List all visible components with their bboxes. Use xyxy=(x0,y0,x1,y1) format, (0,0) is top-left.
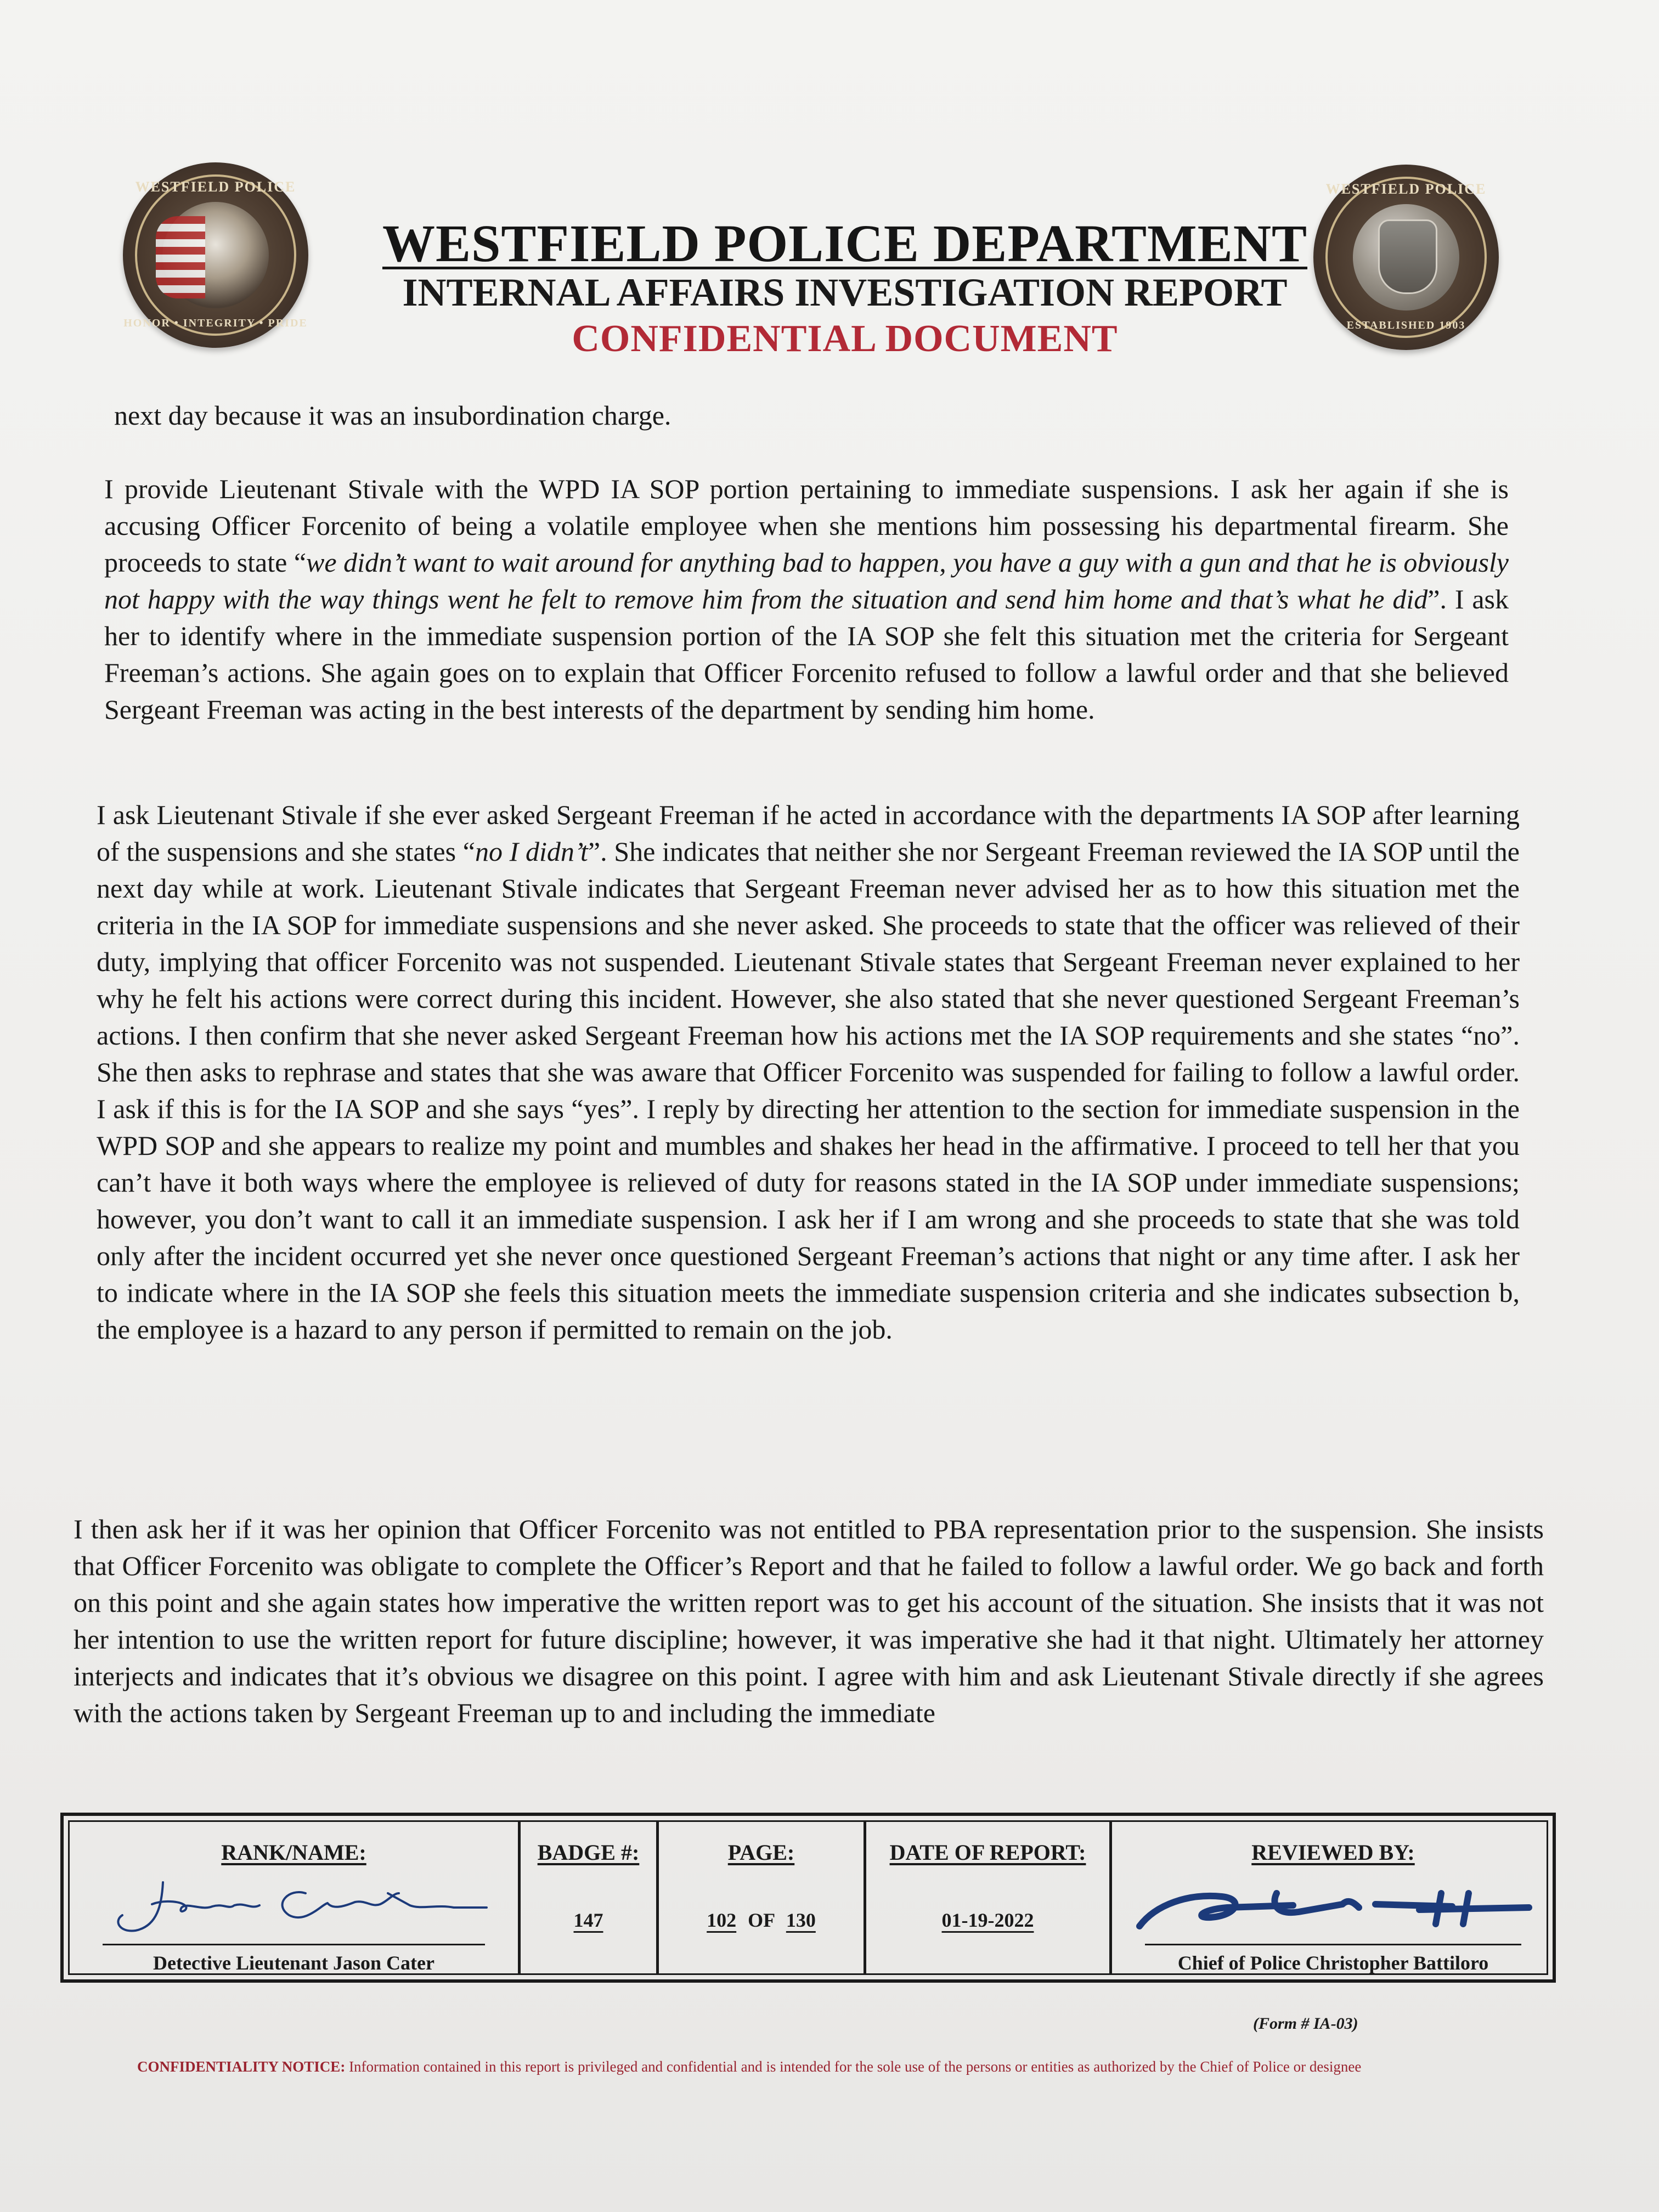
date-of-report: 01-19-2022 xyxy=(941,1909,1034,1931)
paragraph-1: next day because it was an insubordination charge. xyxy=(114,400,672,431)
paragraph-3 xyxy=(97,797,1520,1348)
flag-emblem xyxy=(156,216,205,298)
rank-name-cell xyxy=(70,1822,521,1973)
page-current: 102 xyxy=(707,1909,737,1931)
form-number: (Form # IA-03) xyxy=(1253,2015,1358,2033)
seal-bottom-text: HONOR • INTEGRITY • PRIDE xyxy=(123,317,308,329)
investigator-name: Detective Lieutenant Jason Cater xyxy=(153,1952,435,1974)
paragraph-3-text-b: ”. She indicates that neither she nor Sergeant Freeman reviewed the IA SOP until the next day while at work. Lieutenant Stivale indicates that Sergeant Freeman never advised her as to how this situation met the criteria in the IA SOP for immediate suspensions and she never asked. She proceeds to state that the officer was relieved of their duty, implying that officer Forcenito was not suspended. Lieutenant Stivale states that Sergeant Freeman never explained to her why he felt his actions were correct during this incident. However, she also stated that she never questioned Sergeant Freeman’s actions. I then confirm that she never asked Sergeant Freeman how his actions met the IA SOP requirements and she states “no”. She then asks to rephrase and states that she was aware that Officer Forcenito was suspended for failing to follow a lawful order. I ask if this is for the IA SOP and she says “yes”. I reply by directing her attention to the section for immediate suspension in the WPD SOP and she appears to realize my point and mumbles and shakes her head in the affirmative. I proceed to tell her that you can’t have it both ways where the employee is relieved of duty for reasons stated in the IA SOP under immediate suspensions; however, you don’t want to call it an immediate suspension. I ask her if I am wrong and she proceeds to state that she was told only after the incident occurred yet she never once questioned Sergeant Freeman’s actions that night or any time after. I ask her to indicate where in the IA SOP she feels this situation meets the immediate suspension criteria and she indicates subsection b, the employee is a hazard to any person if permitted to remain on the job. xyxy=(97,836,1520,1345)
page-total: 130 xyxy=(786,1909,816,1931)
police-badge-emblem xyxy=(1378,219,1437,294)
paragraph-2-quote: we didn’t want to wait around for anything bad to happen, you have a guy with a gun and that he is obviously not happy with the way things went he felt to remove him from the situation and send him home and that’s what he did xyxy=(104,547,1509,614)
reviewed-by-cell xyxy=(1112,1822,1554,1973)
date-label: DATE OF REPORT: xyxy=(889,1840,1086,1865)
table-inner-frame xyxy=(68,1820,1548,1975)
chief-signature xyxy=(1112,1871,1554,1948)
reviewed-by-label: REVIEWED BY: xyxy=(1251,1840,1415,1865)
date-cell xyxy=(866,1822,1112,1973)
notice-label: CONFIDENTIALITY NOTICE: xyxy=(137,2058,346,2075)
report-signature-table xyxy=(60,1813,1556,1983)
badge-cell xyxy=(521,1822,659,1973)
badge-label: BADGE #: xyxy=(537,1840,640,1865)
date-value-wrap xyxy=(866,1909,1109,1932)
badge-value-wrap xyxy=(521,1909,656,1932)
page-of: OF xyxy=(748,1909,775,1931)
investigator-signature xyxy=(70,1871,521,1948)
confidential-title: CONFIDENTIAL DOCUMENT xyxy=(572,318,1118,360)
paragraph-2-text-a: I provide Lieutenant Stivale with the WPD IA SOP portion pertaining to immediate suspensions. I ask her again if she is accusing Officer Forcenito of being a volatile employee when she mentions him possessing his departmental firearm. She proceeds to state “ xyxy=(104,473,1509,578)
page-label: PAGE: xyxy=(727,1840,795,1865)
confidentiality-notice xyxy=(137,2058,1542,2075)
rank-name-label: RANK/NAME: xyxy=(221,1840,366,1865)
signature-line xyxy=(103,1944,485,1945)
paragraph-3-text-a: I ask Lieutenant Stivale if she ever asked Sergeant Freeman if he acted in accordance with the departments IA SOP after learning of the suspensions and she states “ xyxy=(97,799,1520,867)
signature-line xyxy=(1145,1944,1521,1945)
seal-top-text: WESTFIELD POLICE xyxy=(1325,181,1487,197)
paragraph-2 xyxy=(104,471,1509,728)
badge-number: 147 xyxy=(573,1909,603,1931)
page-cell xyxy=(659,1822,866,1973)
report-type-title: INTERNAL AFFAIRS INVESTIGATION REPORT xyxy=(402,270,1288,314)
paragraph-4: I then ask her if it was her opinion that Officer Forcenito was not entitled to PBA representation prior to the suspension. She insists that Officer Forcenito was obligate to complete the Officer’s Report and that he failed to follow a lawful order. We go back and forth on this point and she again states how imperative the written report was to get his account of the situation. She insists that it was not her intention to use the written report for future discipline; however, it was imperative she had it that night. Ultimately her attorney interjects and indicates that it’s obvious we disagree on this point. I agree with him and ask Lieutenant Stivale directly if she agrees with the actions taken by Sergeant Freeman up to and including the immediate xyxy=(74,1514,1544,1728)
department-title: WESTFIELD POLICE DEPARTMENT xyxy=(382,214,1308,273)
department-seal-left xyxy=(123,162,308,348)
notice-text: Information contained in this report is privileged and confidential and is intended for the sole use of the persons or entities as authorized by the Chief of Police or designee xyxy=(345,2058,1362,2075)
paragraph-2-text-b: ”. I ask her to identify where in the immediate suspension portion of the IA SOP she felt this situation met the criteria for Sergeant Freeman’s actions. She again goes on to explain that Officer Forcenito refused to follow a lawful order and that she believed Sergeant Freeman was acting in the best interests of the department by sending him home. xyxy=(104,584,1509,725)
page-value xyxy=(659,1909,864,1932)
seal-top-text: WESTFIELD POLICE xyxy=(135,179,296,195)
paragraph-3-quote: no I didn’t xyxy=(475,836,588,867)
reviewer-name: Chief of Police Christopher Battiloro xyxy=(1177,1952,1489,1974)
seal-bottom-text: ESTABLISHED 1903 xyxy=(1346,319,1466,331)
